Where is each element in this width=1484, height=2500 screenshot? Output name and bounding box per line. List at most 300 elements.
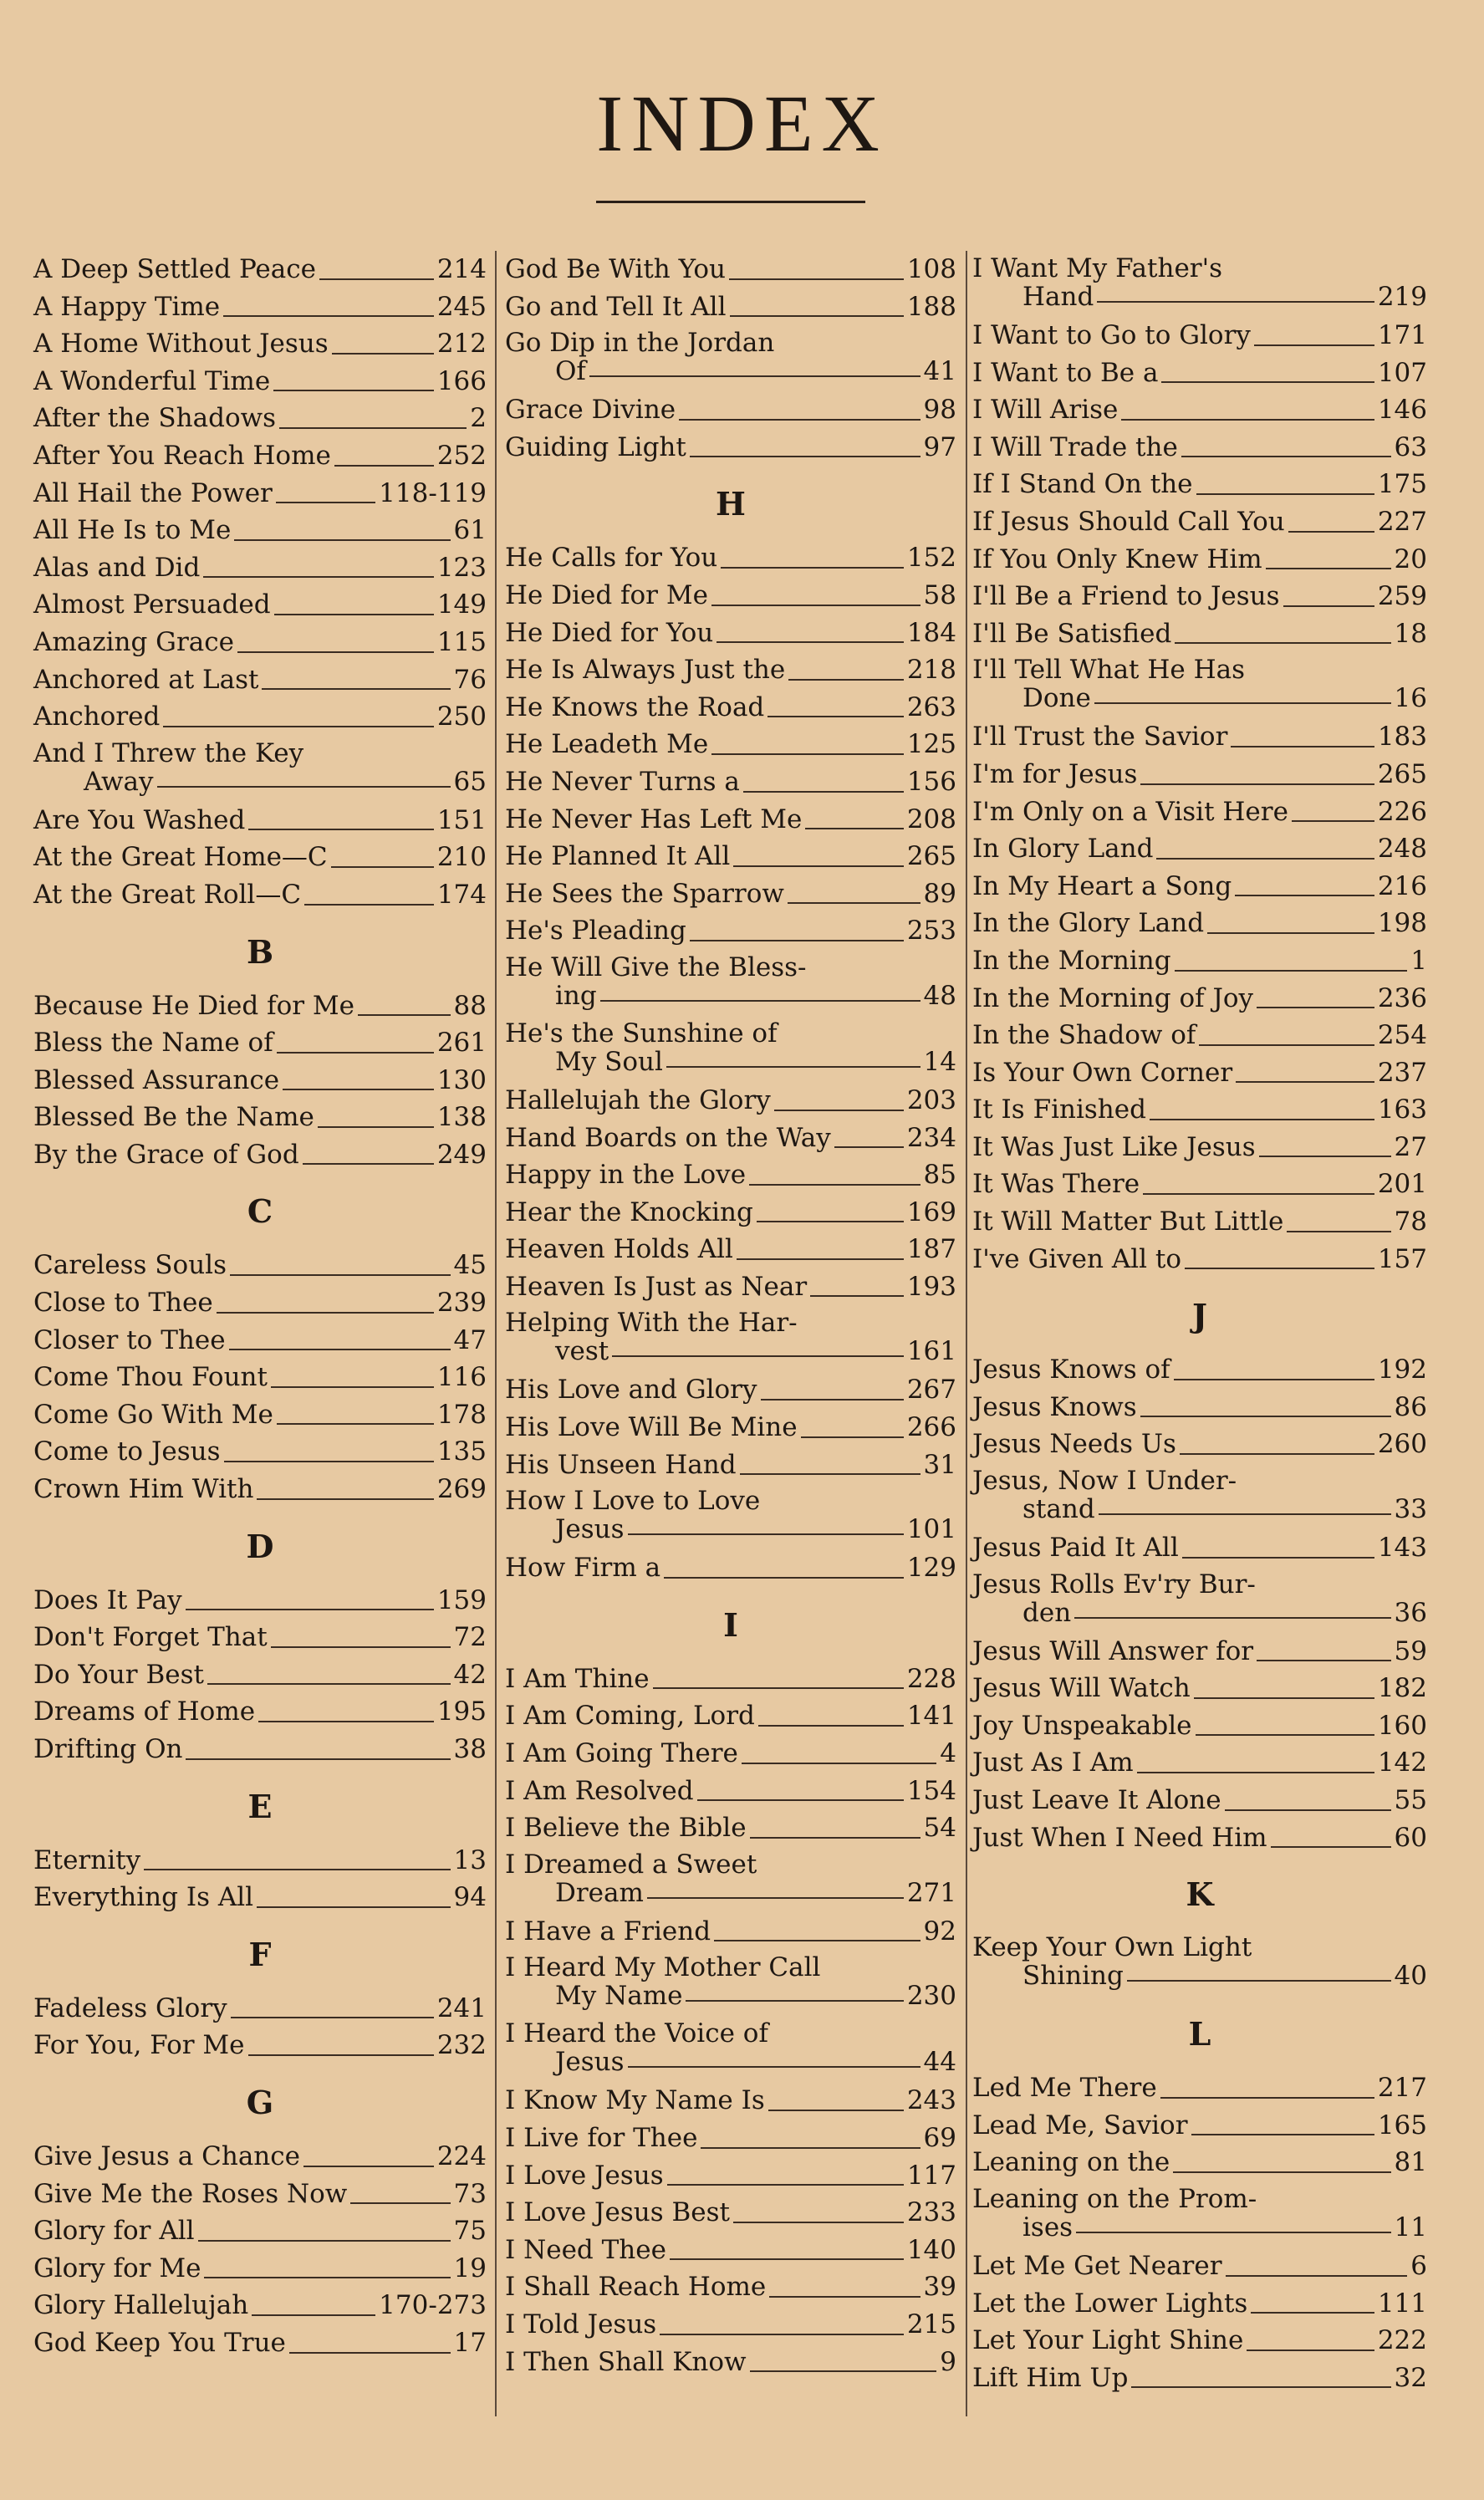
leader-line (1161, 381, 1374, 383)
leader-line (1180, 1453, 1374, 1455)
entry-page: 38 (453, 1734, 487, 1764)
entry-page: 149 (436, 589, 487, 620)
leader-line (733, 865, 904, 867)
entry-page: 166 (436, 365, 487, 396)
entry-page: 184 (906, 617, 956, 648)
entry-title: I Am Going There (505, 1738, 738, 1769)
index-entry (972, 391, 1427, 429)
index-entry (972, 355, 1427, 392)
index-column-3 (972, 251, 1427, 2396)
entry-title: Just As I Am (972, 1747, 1134, 1778)
index-entry (505, 1409, 956, 1446)
leader-line (1076, 2232, 1390, 2233)
entry-title: I Am Resolved (505, 1775, 694, 1806)
leader-line (666, 1066, 920, 1068)
entry-page: 89 (923, 878, 956, 909)
index-entry (505, 1735, 956, 1773)
entry-page: 152 (906, 543, 956, 574)
entry-page: 117 (906, 2160, 956, 2191)
entry-title: I Need Thee (505, 2234, 666, 2265)
entry-title: Jesus Needs Us (972, 1429, 1176, 1460)
leader-line (717, 641, 904, 643)
entry-title: In the Shadow of (972, 1020, 1196, 1051)
index-entry (972, 1819, 1427, 1857)
entry-page: 41 (923, 356, 956, 387)
index-entry (33, 1396, 487, 1434)
entry-page: 265 (1377, 758, 1427, 789)
leader-line (740, 1473, 920, 1475)
index-entry (505, 1082, 956, 1120)
index-entry (972, 718, 1427, 756)
entry-title: I'm for Jesus (972, 758, 1138, 789)
entry-title-continued: stand (1022, 1494, 1095, 1525)
entry-title-continued: vest (555, 1336, 609, 1367)
entry-page: 138 (436, 1102, 487, 1133)
entry-title: In Glory Land (972, 834, 1154, 865)
entry-page: 115 (436, 626, 487, 657)
entry-title: Heaven Holds All (505, 1234, 733, 1265)
entry-page: 40 (1394, 1961, 1427, 1992)
entry-page: 253 (906, 916, 956, 946)
entry-title: Jesus, Now I Under- (972, 1466, 1237, 1497)
entry-page: 6 (1410, 2250, 1427, 2281)
index-entry (505, 950, 956, 1016)
leader-line (1140, 783, 1374, 785)
entry-page: 243 (906, 2085, 956, 2116)
entry-title: Guiding Light (505, 431, 686, 462)
entry-title: His Love Will Be Mine (505, 1412, 798, 1443)
entry-page: 232 (436, 2030, 487, 2061)
entry-title: Fadeless Glory (33, 1992, 227, 2023)
entry-title: A Home Without Jesus (33, 329, 329, 360)
leader-line (279, 427, 467, 429)
leader-line (230, 1274, 451, 1276)
leader-line (276, 502, 375, 503)
entry-title: In My Heart a Song (972, 870, 1232, 901)
entry-page: 226 (1377, 796, 1427, 827)
entry-page: 267 (906, 1375, 956, 1406)
entry-title: Is Your Own Corner (972, 1057, 1233, 1088)
index-entry (505, 651, 956, 689)
entry-page: 182 (1377, 1673, 1427, 1704)
leader-line (1194, 1697, 1374, 1699)
leader-line (1191, 2134, 1374, 2135)
entry-page: 76 (453, 664, 487, 695)
index-entry (972, 1567, 1427, 1633)
leader-line (1231, 746, 1374, 747)
index-entry (33, 1433, 487, 1471)
index-entry (972, 1166, 1427, 1203)
index-entry (33, 437, 487, 475)
leader-line (1121, 419, 1374, 421)
index-entry (33, 2027, 487, 2064)
entry-page: 94 (453, 1882, 487, 1913)
entry-page: 249 (436, 1139, 487, 1170)
entry-title: Jesus Will Answer for (972, 1635, 1254, 1666)
entry-title: He Planned It All (505, 841, 731, 872)
index-entry (505, 1305, 956, 1371)
entry-title: Lead Me, Savior (972, 2110, 1188, 2140)
index-entry (505, 2232, 956, 2269)
entry-page: 78 (1394, 1207, 1427, 1237)
section-letter: D (246, 1527, 274, 1565)
entry-page: 178 (436, 1399, 487, 1430)
leader-line (1259, 1156, 1391, 1157)
index-entry (505, 2157, 956, 2195)
entry-title: For You, For Me (33, 2030, 245, 2061)
entry-page: 42 (453, 1659, 487, 1690)
index-entry (505, 1847, 956, 1913)
entry-page: 259 (1377, 581, 1427, 612)
index-entry (972, 905, 1427, 942)
index-entry (972, 1426, 1427, 1463)
leader-line (1247, 2349, 1374, 2351)
entry-page: 245 (436, 291, 487, 322)
index-entry (972, 756, 1427, 793)
leader-line (332, 353, 434, 355)
entry-title: Let Me Get Nearer (972, 2250, 1222, 2281)
index-entry (972, 2360, 1427, 2397)
entry-title: Go Dip in the Jordan (505, 328, 775, 359)
leader-line (711, 753, 904, 755)
index-entry (33, 475, 487, 513)
entry-title: He Died for You (505, 617, 714, 648)
entry-page: 97 (923, 431, 956, 462)
leader-line (600, 1000, 920, 1002)
entry-page: 214 (436, 254, 487, 284)
entry-title: Leaning on the (972, 2147, 1170, 2178)
entry-title: He Calls for You (505, 543, 718, 574)
entry-title: Happy in the Love (505, 1160, 747, 1191)
index-entry (505, 1120, 956, 1157)
entry-title: Come to Jesus (33, 1436, 221, 1467)
entry-page: 224 (436, 2140, 487, 2171)
leader-line (1287, 1231, 1390, 1232)
entry-page: 269 (436, 1474, 487, 1505)
entry-title: Grace Divine (505, 395, 676, 426)
entry-page: 165 (1377, 2110, 1427, 2140)
entry-title: I Want to Go to Glory (972, 320, 1251, 350)
entry-page: 118-119 (379, 477, 487, 508)
entry-title: His Love and Glory (505, 1375, 757, 1406)
leader-line (788, 902, 920, 904)
leader-line (1266, 568, 1391, 569)
index-entry (505, 1371, 956, 1409)
entry-page: 59 (1394, 1635, 1427, 1666)
leader-line (1207, 932, 1374, 934)
entry-title: In the Morning of Joy (972, 982, 1254, 1013)
leader-line (1257, 1660, 1390, 1661)
index-entry (972, 1091, 1427, 1129)
entry-page: 157 (1377, 1243, 1427, 1274)
entry-page: 171 (1377, 320, 1427, 350)
entry-title-continued: Jesus (555, 2047, 625, 2078)
leader-line (758, 1725, 904, 1727)
entry-page: 140 (906, 2234, 956, 2265)
entry-page: 266 (906, 1412, 956, 1443)
entry-page: 151 (436, 804, 487, 835)
entry-title: Anchored (33, 702, 161, 732)
leader-line (628, 2066, 920, 2068)
entry-page: 13 (453, 1844, 487, 1875)
entry-title: I've Given All to (972, 1243, 1182, 1274)
entry-title: Jesus Knows of (972, 1355, 1170, 1385)
leader-line (1292, 820, 1374, 822)
index-entry (33, 2324, 487, 2362)
index-entry (972, 466, 1427, 503)
leader-line (277, 1423, 434, 1425)
entry-page: 101 (906, 1514, 956, 1545)
leader-line (690, 456, 920, 457)
entry-page: 14 (923, 1046, 956, 1077)
index-entry (33, 1099, 487, 1136)
entry-title: Jesus Knows (972, 1391, 1137, 1422)
leader-line (721, 567, 904, 569)
leader-line (757, 1221, 904, 1222)
leader-line (1160, 2097, 1374, 2099)
entry-page: 252 (436, 440, 487, 471)
entry-title: Eternity (33, 1844, 141, 1875)
leader-line (769, 2296, 920, 2298)
index-entry (33, 1024, 487, 1062)
entry-title: I Heard My Mother Call (505, 1952, 821, 1983)
entry-title: Let Your Light Shine (972, 2325, 1244, 2356)
index-entry (972, 942, 1427, 980)
entry-title: Close to Thee (33, 1288, 213, 1319)
entry-title: I Then Shall Know (505, 2346, 747, 2377)
leader-line (1156, 858, 1374, 860)
entry-page: 11 (1394, 2212, 1427, 2242)
index-entry (33, 1693, 487, 1731)
index-entry (505, 1549, 956, 1587)
entry-title: He Leadeth Me (505, 729, 709, 760)
entry-title: Do Your Best (33, 1659, 204, 1690)
leader-line (257, 1498, 433, 1500)
entry-page: 72 (453, 1622, 487, 1653)
index-entry (505, 2344, 956, 2381)
index-column-2 (505, 251, 956, 2380)
entry-page: 125 (906, 729, 956, 760)
entry-title: Are You Washed (33, 804, 246, 835)
index-entry (505, 1809, 956, 1847)
leader-line (647, 1897, 904, 1899)
entry-page: 146 (1377, 395, 1427, 426)
index-entry (972, 2069, 1427, 2107)
entry-title: I'm Only on a Visit Here (972, 796, 1288, 827)
entry-title: All He Is to Me (33, 515, 232, 546)
entry-title-continued: Dream (555, 1877, 644, 1908)
index-entry (972, 1744, 1427, 1782)
entry-page: 183 (1377, 722, 1427, 753)
index-entry (972, 317, 1427, 355)
entry-title: A Deep Settled Peace (33, 254, 316, 284)
leader-line (1097, 301, 1374, 303)
entry-title: He's the Sunshine of (505, 1018, 778, 1048)
leader-line (271, 1646, 451, 1648)
entry-title: I Told Jesus (505, 2309, 657, 2339)
section-letter: B (246, 932, 274, 971)
section-letter: F (248, 1935, 272, 1973)
entry-page: 88 (453, 990, 487, 1021)
leader-line (761, 1399, 904, 1401)
index-entry (972, 1930, 1427, 1996)
entry-title: Keep Your Own Light (972, 1932, 1252, 1963)
entry-title: In the Glory Land (972, 908, 1205, 939)
index-entry (33, 586, 487, 624)
index-entry (505, 763, 956, 801)
entry-title: It Was Just Like Jesus (972, 1131, 1256, 1162)
entry-title: After the Shadows (33, 403, 277, 434)
section-letter: C (247, 1192, 273, 1231)
entry-title: By the Grace of God (33, 1139, 299, 1170)
index-entry (33, 251, 487, 288)
entry-page: 261 (436, 1028, 487, 1059)
leader-line (1199, 1044, 1374, 1046)
index-entry (33, 661, 487, 699)
leader-line (1271, 1846, 1391, 1848)
entry-title: Glory for Me (33, 2253, 201, 2283)
entry-title: Closer to Thee (33, 1324, 226, 1355)
index-entry (972, 1203, 1427, 1241)
entry-page: 212 (436, 329, 487, 360)
index-entry (972, 251, 1427, 317)
leader-line (1175, 970, 1408, 972)
index-entry (972, 2247, 1427, 2285)
leader-line (1127, 1980, 1391, 1982)
index-entry (972, 1241, 1427, 1278)
title-underline (596, 201, 865, 203)
leader-line (686, 2000, 903, 2002)
leader-line (1181, 456, 1391, 457)
leader-line (1137, 1772, 1374, 1773)
entry-page: 227 (1377, 506, 1427, 537)
index-entry (972, 1782, 1427, 1819)
entry-page: 55 (1394, 1785, 1427, 1815)
leader-line (1257, 1007, 1374, 1008)
entry-title: Go and Tell It All (505, 291, 727, 322)
entry-title: He Is Always Just the (505, 655, 786, 686)
index-entry (33, 736, 487, 802)
index-entry (972, 503, 1427, 541)
entry-title: I Will Trade the (972, 431, 1178, 462)
entry-title: I Shall Reach Home (505, 2272, 767, 2303)
section-letter: K (1186, 1875, 1214, 1914)
leader-line (749, 1184, 920, 1186)
entry-page: 143 (1377, 1533, 1427, 1564)
entry-title-continued: Away (84, 766, 154, 797)
index-entry (505, 1697, 956, 1735)
entry-page: 222 (1377, 2325, 1427, 2356)
index-entry (33, 288, 487, 326)
leader-line (742, 1763, 936, 1764)
entry-page: 98 (923, 395, 956, 426)
leader-line (1236, 1081, 1374, 1083)
leader-line (733, 2222, 904, 2223)
index-entry (33, 1879, 487, 1916)
index-entry (505, 1156, 956, 1194)
entry-page: 60 (1394, 1822, 1427, 1853)
index-entry (33, 802, 487, 839)
entry-title-continued: My Soul (555, 1046, 663, 1077)
entry-title: How Firm a (505, 1553, 661, 1584)
leader-line (144, 1869, 450, 1870)
leader-line (277, 1052, 434, 1054)
index-entry (505, 1773, 956, 1810)
entry-page: 2 (470, 403, 487, 434)
index-entry (972, 1463, 1427, 1529)
entry-page: 234 (906, 1122, 956, 1153)
entry-page: 69 (923, 2123, 956, 2153)
entry-title: I Dreamed a Sweet (505, 1849, 757, 1880)
leader-line (186, 1609, 434, 1610)
index-entry (972, 830, 1427, 868)
leader-line (223, 315, 434, 317)
entry-page: 107 (1377, 357, 1427, 388)
index-entry (972, 652, 1427, 718)
entry-page: 130 (436, 1064, 487, 1095)
leader-line (334, 465, 434, 467)
entry-page: 163 (1377, 1094, 1427, 1125)
entry-title: Jesus Paid It All (972, 1533, 1179, 1564)
index-entry (972, 578, 1427, 615)
entry-page: 16 (1394, 683, 1427, 714)
index-entry (33, 549, 487, 587)
index-entry (972, 2285, 1427, 2323)
leader-line (1131, 2386, 1390, 2388)
leader-line (283, 1089, 434, 1090)
entry-title: I Am Thine (505, 1663, 650, 1694)
entry-title: He's Pleading (505, 916, 686, 946)
index-entry (33, 400, 487, 437)
entry-title: A Happy Time (33, 291, 221, 322)
index-entry (972, 2107, 1427, 2145)
leader-line (768, 2110, 904, 2111)
index-entry (505, 2306, 956, 2344)
entry-page: 208 (906, 804, 956, 834)
entry-title: I Believe the Bible (505, 1813, 747, 1844)
index-entry (972, 1351, 1427, 1389)
entry-page: 216 (1377, 870, 1427, 901)
index-entry (33, 2138, 487, 2176)
entry-page: 154 (906, 1775, 956, 1806)
entry-title: I Love Jesus Best (505, 2197, 730, 2228)
leader-line (258, 1721, 434, 1722)
leader-line (252, 2314, 375, 2316)
entry-page: 237 (1377, 1057, 1427, 1088)
index-entry (972, 2181, 1427, 2247)
leader-line (237, 651, 434, 653)
index-entry (972, 793, 1427, 831)
entry-title: If I Stand On the (972, 469, 1193, 500)
index-entry (505, 577, 956, 615)
index-entry (972, 2322, 1427, 2360)
leader-line (207, 1683, 451, 1685)
entry-page: 159 (436, 1584, 487, 1615)
index-entry (505, 2016, 956, 2082)
entry-page: 63 (1394, 431, 1427, 462)
entry-page: 81 (1394, 2147, 1427, 2178)
entry-page: 141 (906, 1701, 956, 1732)
entry-title: He Knows the Road (505, 691, 765, 722)
index-entry (33, 698, 487, 736)
entry-page: 169 (906, 1196, 956, 1227)
entry-title: Does It Pay (33, 1584, 182, 1615)
entry-title: Blessed Be the Name (33, 1102, 314, 1133)
index-entry (505, 801, 956, 839)
entry-title: I'll Be a Friend to Jesus (972, 581, 1280, 612)
entry-page: 233 (906, 2197, 956, 2228)
leader-line (810, 1295, 904, 1297)
